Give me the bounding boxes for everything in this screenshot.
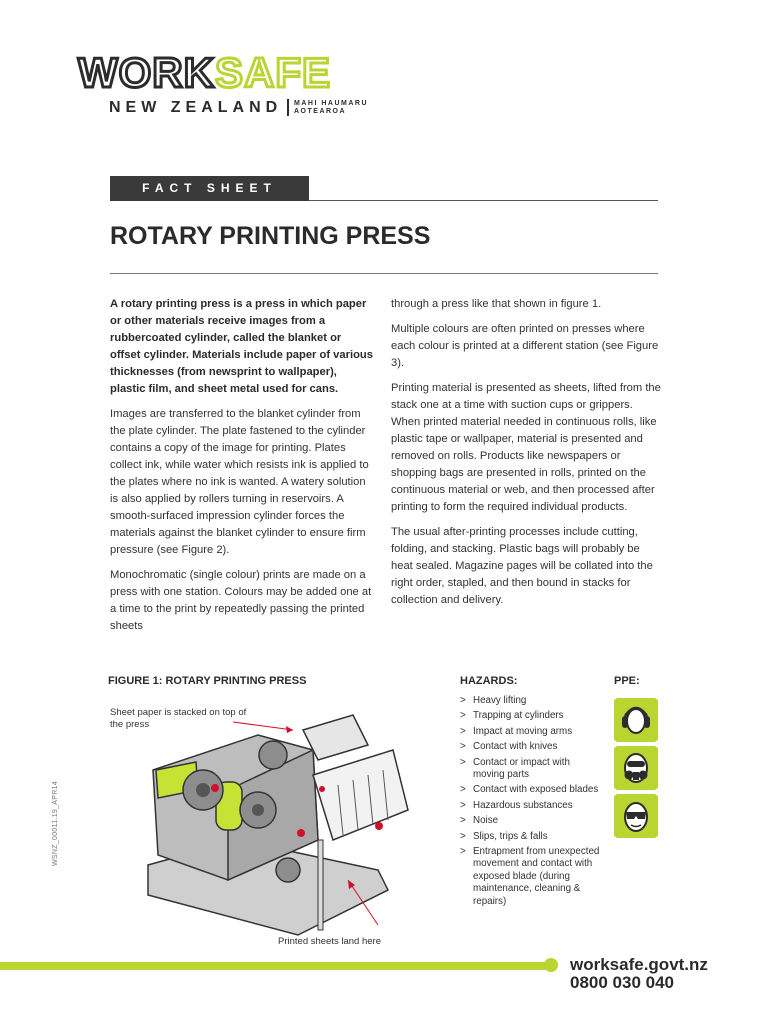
logo-maori-line2: AOTEAROA (294, 108, 347, 115)
safety-glasses-icon (614, 794, 658, 838)
footer-phone: 0800 030 040 (570, 973, 674, 992)
paragraph: Printing material is presented as sheets, lifted from the stack one at a time with suction cups or grippers. When printed material needed in continuous rolls, like plastic tape or wallpaper, material is presented and removed on rolls. Products like newspapers or shopping bags are presented in rolls, printed on the continuous material or web, and then processed after printing to form the required individual products. (391, 382, 661, 513)
paragraph: The usual after-printing processes include cutting, folding, and stacking. Plastic bags will probably be heat sealed. Magazine pages will be collated into the right order, stapled, and then bound in stacks for collection and delivery. (391, 526, 653, 606)
logo-safe-text: SAFE (214, 49, 331, 96)
paragraph: Monochromatic (single colour) prints are made on a press with one station. Colours may be added one at a time to the print by repeatedly passing the printed sheets (110, 569, 372, 632)
hazard-item: > Slips, trips & falls (460, 831, 600, 843)
hazards-list (460, 695, 600, 911)
logo-country: NEW ZEALAND (109, 99, 283, 116)
hazard-item: > Contact with knives (460, 741, 600, 753)
figure-caption-bottom: Printed sheets land here (278, 936, 381, 947)
paragraph: Images are transferred to the blanket cylinder from the plate cylinder. The plate fastened to the cylinder contains a copy of the image for printing. Plates collect ink, while water which resists ink is applied to the plates where no ink is wanted. A watery solution is also applied by rollers turning in reservoirs. A smooth-surfaced impression cylinder forces the materials against the blanket cylinder to ensure firm pressure (see Figure 2). (110, 408, 369, 556)
figure-caption-top: Sheet paper is stacked on top of the press (110, 707, 247, 730)
respirator-icon (614, 746, 658, 790)
divider (309, 200, 658, 201)
hazard-item: > Heavy lifting (460, 695, 600, 707)
paragraph: through a press like that shown in figure 1. (391, 298, 602, 310)
page-title: ROTARY PRINTING PRESS (110, 222, 431, 250)
footer-accent-dot (544, 958, 558, 972)
hazard-item: > Impact at moving arms (460, 726, 600, 738)
hazard-item: > Entrapment from unexpected movement and contact with exposed blade (during maintenance, cleaning & repairs) (460, 846, 600, 908)
logo-divider (287, 99, 289, 116)
body-right-column (391, 296, 661, 617)
fact-sheet-banner: FACT SHEET (110, 176, 309, 201)
hazard-item: > Hazardous substances (460, 800, 600, 812)
divider (110, 273, 658, 274)
lead-paragraph: A rotary printing press is a press in which paper or other materials receive images from a rubbercoated cylinder, called the blanket or offset cylinder. Materials include paper of various thicknesses (from newsprint to wallpaper), plastic film, and sheet metal used for cans. (110, 298, 373, 395)
hazard-item: > Contact or impact with moving parts (460, 757, 600, 782)
logo-maori-line1: MAHI HAUMARU (294, 100, 368, 107)
logo-work-text: WORK (78, 49, 215, 96)
figure-title: FIGURE 1: ROTARY PRINTING PRESS (108, 675, 307, 687)
hazard-item: > Trapping at cylinders (460, 710, 600, 722)
hazard-item: > Noise (460, 815, 600, 827)
ear-protection-icon (614, 698, 658, 742)
document-code: WSNZ_00011.19_APR14 (52, 781, 59, 866)
footer-accent-line (0, 962, 552, 970)
footer-website: worksafe.govt.nz (570, 955, 708, 974)
hazard-item: > Contact with exposed blades (460, 784, 600, 796)
ppe-title: PPE: (614, 675, 640, 687)
body-left-column (110, 296, 374, 643)
logo-maori-text (294, 100, 374, 116)
worksafe-logo (78, 49, 331, 96)
paragraph: Multiple colours are often printed on presses where each colour is printed at a different station (see Figure 3). (391, 323, 659, 369)
hazards-title: HAZARDS: (460, 675, 518, 687)
